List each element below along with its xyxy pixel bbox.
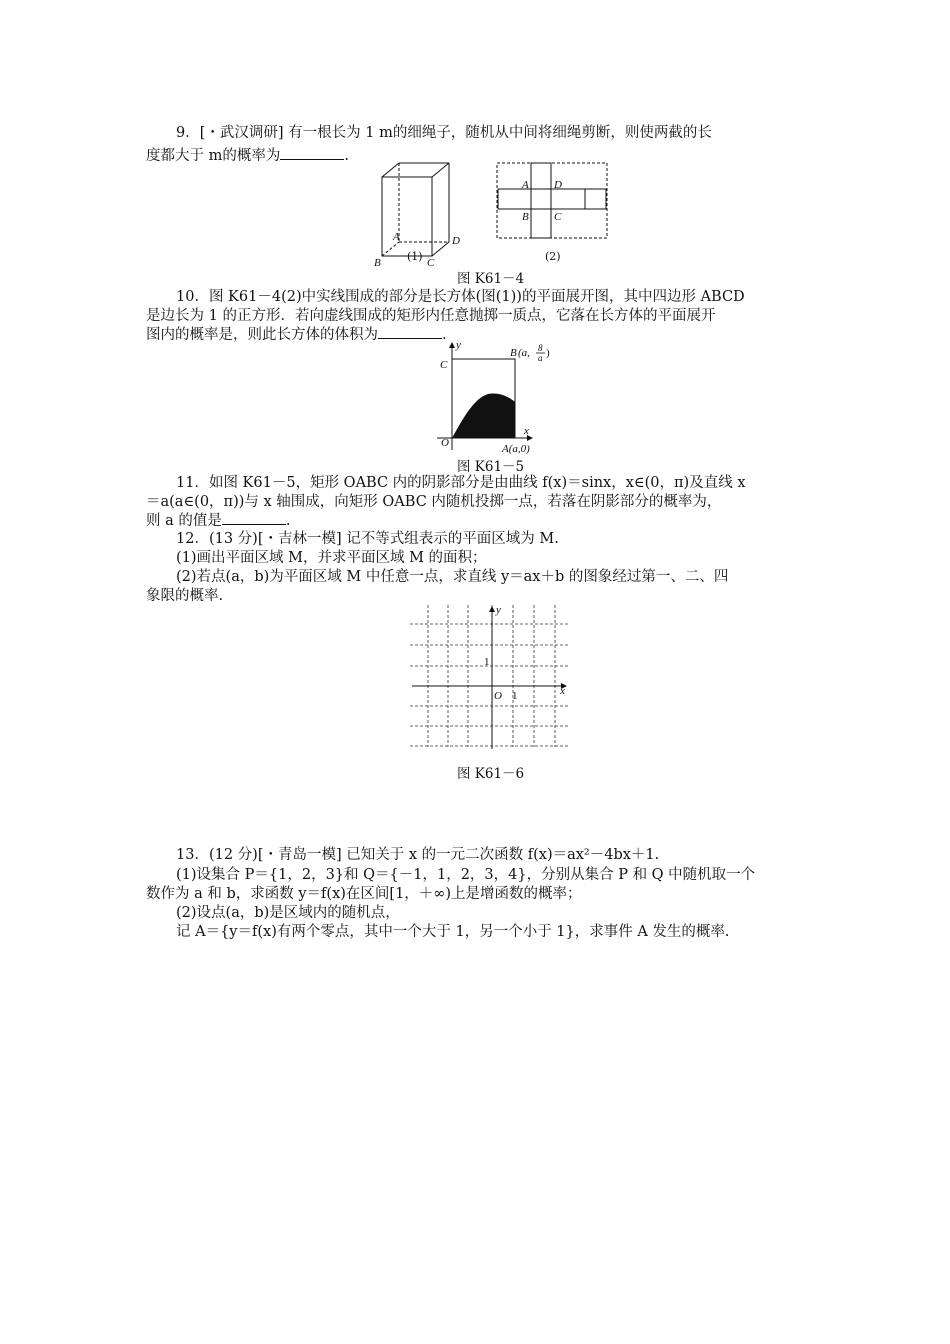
label-d: D (452, 235, 460, 247)
figure-k61-5 (432, 340, 562, 456)
label-a: A (393, 231, 400, 243)
figure-caption-k61-4: 图 K61－4 (457, 271, 525, 287)
q13-line2: (1)设集合 P＝{1，2，3}和 Q＝{－1，1，2，3，4}，分别从集合 P 和 Q 中随机取一个 (176, 867, 756, 883)
q13-line3: 数作为 a 和 b，求函数 y＝f(x)在区间[1，＋∞)上是增函数的概率； (146, 886, 582, 902)
fig5-b-coord: (a, (518, 347, 530, 359)
q11-text: 则 a 的值是 (146, 513, 222, 529)
figure-k61-4-cuboid (370, 160, 480, 269)
q10-line2: 是边长为 1 的正方形．若向虚线围成的矩形内任意抛掷一质点，它落在长方体的平面展开 (146, 308, 716, 324)
q12-line1: 12．(13 分)[・吉林一模] 记不等式组表示的平面区域为 M. (176, 531, 559, 547)
net-label-b: B (522, 211, 529, 223)
q10-text: 图内的概率是，则此长方体的体积为 (146, 327, 378, 343)
q11-end: . (285, 513, 291, 529)
fig6-y-label: y (496, 604, 501, 616)
q10-line3 (146, 326, 447, 344)
net-label-d: D (554, 179, 562, 191)
figure-k61-4-net (496, 162, 611, 242)
fig6-one-y: 1 (484, 656, 490, 668)
q13-line1: 13．(12 分)[・青岛一模] 已知关于 x 的一元二次函数 f(x)＝ax²－4bx＋1. (176, 847, 660, 863)
fig5-o-label: O (441, 437, 449, 449)
label-b: B (374, 257, 381, 269)
fig5-x-label: x (524, 425, 529, 437)
net-label-a: A (522, 179, 529, 191)
q9-line1: 9．[・武汉调研] 有一根长为 1 m的细绳子，随机从中间将细绳剪断，则使两截的长 (176, 125, 712, 141)
label-c: C (427, 257, 435, 269)
grid-lines (410, 605, 568, 747)
fig6-one-x: 1 (512, 690, 518, 702)
fig5-b-frac-num: 8 (538, 343, 543, 353)
q9-line2 (146, 147, 349, 165)
q9-end: . (344, 148, 349, 164)
answer-blank (280, 147, 344, 160)
q10-line1: 10．图 K61－4(2)中实线围成的部分是长方体(图(1))的平面展开图，其中四边形 ABCD (176, 289, 745, 305)
figure-sub-1: (1) (407, 250, 423, 263)
figure-caption-k61-6: 图 K61－6 (457, 766, 525, 782)
fig5-y-label: y (456, 339, 461, 351)
q11-line2: ＝a(a∈(0，π))与 x 轴围成，向矩形 OABC 内随机投掷一点，若落在阴影部分的概率为， (146, 494, 722, 510)
fig5-b-frac-den: a (538, 353, 543, 363)
q10-end: . (442, 327, 447, 343)
fig5-b-label: B (510, 347, 517, 359)
q11-line3 (146, 512, 290, 530)
answer-blank (222, 512, 286, 525)
net-label-c: C (554, 211, 562, 223)
q9-text: 度都大于 m的概率为 (146, 148, 281, 164)
fig5-a-label: A(a,0) (502, 443, 530, 455)
figure-k61-6 (410, 605, 570, 750)
shaded-region (452, 393, 515, 438)
q12-line4: 象限的概率. (146, 588, 224, 604)
fig6-o-label: O (494, 690, 502, 702)
fig5-c-label: C (440, 359, 448, 371)
figure-caption-k61-5: 图 K61－5 (457, 459, 525, 475)
answer-blank (378, 326, 442, 339)
fig6-x-label: x (560, 685, 565, 697)
q12-line2: (1)画出平面区域 M，并求平面区域 M 的面积； (176, 550, 487, 566)
q13-line5: 记 A＝{y＝f(x)有两个零点，其中一个大于 1，另一个小于 1}，求事件 A 发生的概率. (176, 924, 730, 940)
q12-line3: (2)若点(a，b)为平面区域 M 中任意一点，求直线 y＝ax＋b 的图象经过第一、二、四 (176, 569, 729, 585)
figure-sub-2: (2) (545, 250, 561, 263)
q11-line1: 11．如图 K61－5，矩形 OABC 内的阴影部分是由曲线 f(x)＝sinx，x∈(0，π)及直线 x (176, 475, 746, 491)
cuboid-front-face (382, 177, 432, 256)
q13-line4: (2)设点(a，b)是区域内的随机点， (176, 905, 400, 921)
fig5-b-close: ) (546, 347, 550, 359)
